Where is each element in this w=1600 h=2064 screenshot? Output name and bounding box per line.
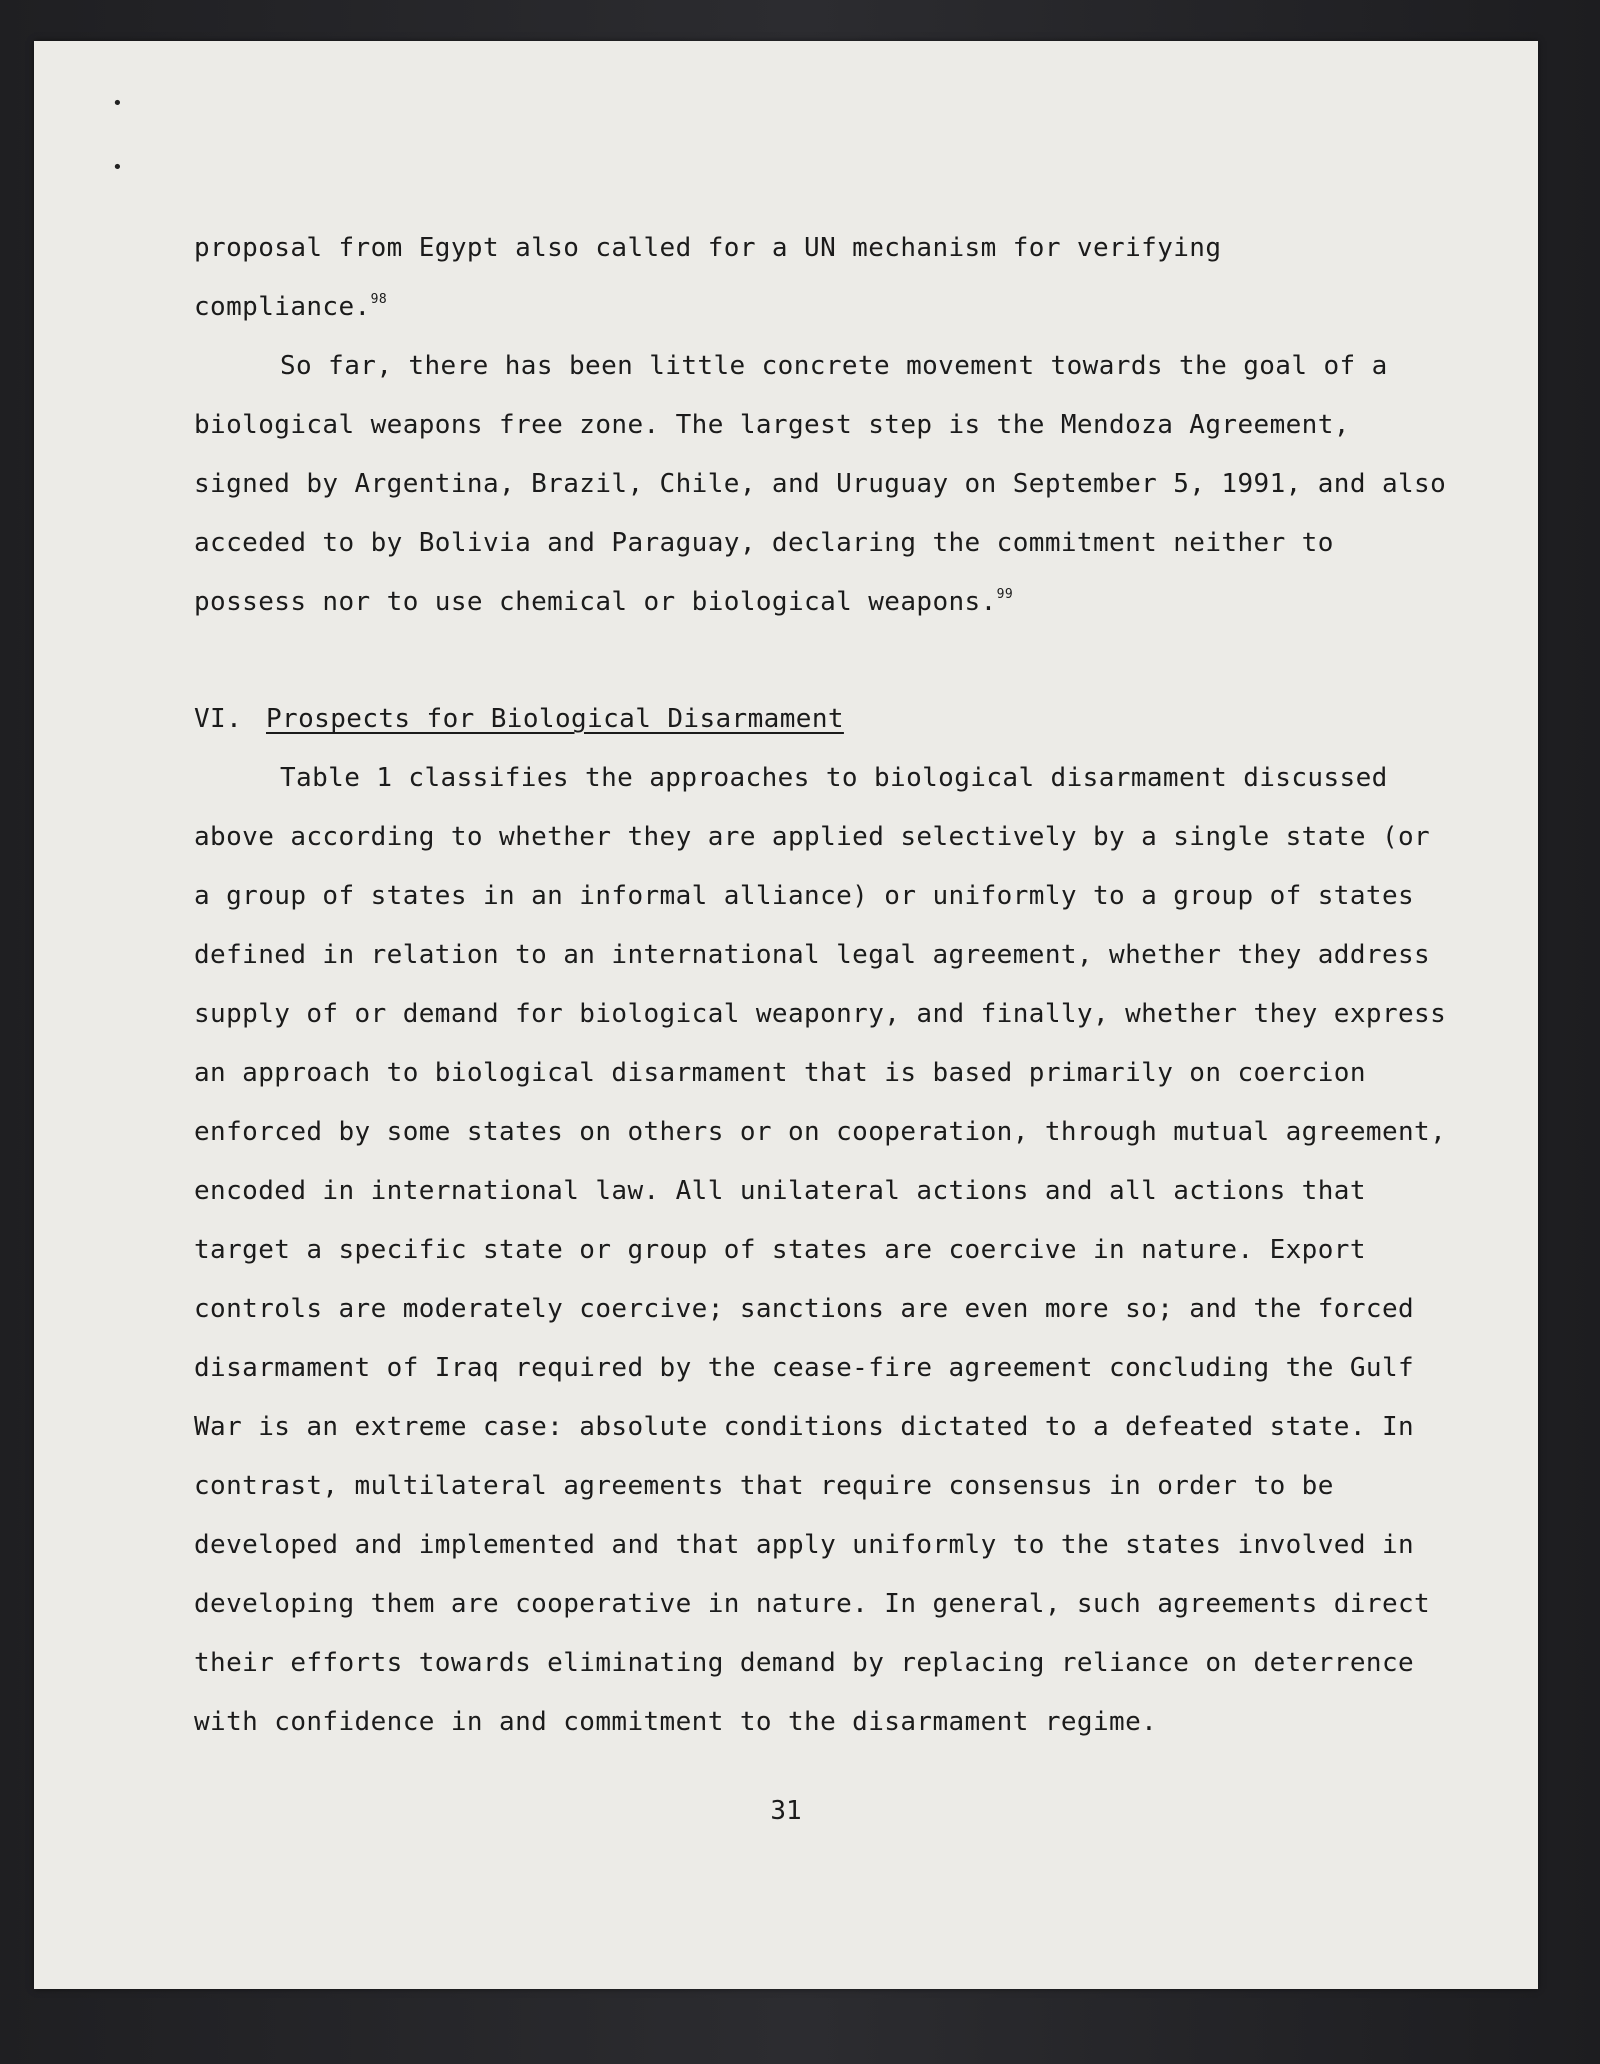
section-title: Prospects for Biological Disarmament	[266, 704, 844, 734]
text-line: contrast, multilateral agreements that require consensus in order to be	[194, 1471, 1334, 1501]
text-line: developing them are cooperative in nature. In general, such agreements direct	[194, 1589, 1431, 1619]
body-text	[194, 219, 1447, 1752]
paragraph-first-line: So far, there has been little concrete movement towards the goal of a	[280, 351, 1388, 381]
margin-speck: •	[112, 93, 123, 114]
footnote-ref-98: 98	[370, 292, 388, 307]
text-line: defined in relation to an international legal agreement, whether they address	[194, 940, 1431, 970]
text-line: supply of or demand for biological weaponry, and finally, whether they express	[194, 999, 1447, 1029]
text-line: signed by Argentina, Brazil, Chile, and Uruguay on September 5, 1991, and also	[194, 469, 1447, 499]
text-line: above according to whether they are applied selectively by a single state (or	[194, 822, 1431, 852]
text-line: with confidence in and commitment to the disarmament regime.	[194, 1707, 1158, 1737]
text-line: biological weapons free zone. The largest step is the Mendoza Agreement,	[194, 410, 1350, 440]
text-line: acceded to by Bolivia and Paraguay, declaring the commitment neither to	[194, 528, 1334, 558]
document-page	[34, 41, 1538, 1989]
text-line: their efforts towards eliminating demand by replacing reliance on deterrence	[194, 1648, 1415, 1678]
text-line: controls are moderately coercive; sanctions are even more so; and the forced	[194, 1294, 1415, 1324]
text-line-content: compliance.	[194, 292, 371, 322]
page-number: 31	[770, 1796, 802, 1826]
text-line: enforced by some states on others or on cooperation, through mutual agreement,	[194, 1117, 1447, 1147]
section-number: VI.	[194, 704, 243, 734]
text-line: disarmament of Iraq required by the cease-fire agreement concluding the Gulf	[194, 1353, 1415, 1383]
text-line: developed and implemented and that apply uniformly to the states involved in	[194, 1530, 1415, 1560]
text-line: War is an extreme case: absolute conditions dictated to a defeated state. In	[194, 1412, 1415, 1442]
text-line: target a specific state or group of states are coercive in nature. Export	[194, 1235, 1366, 1265]
text-line	[194, 278, 1384, 337]
paragraph-first-line: Table 1 classifies the approaches to biological disarmament discussed	[280, 763, 1388, 793]
text-line: a group of states in an informal alliance) or uniformly to a group of states	[194, 881, 1415, 911]
margin-speck: •	[112, 157, 123, 178]
footnote-ref-99: 99	[996, 587, 1014, 602]
text-line: encoded in international law. All unilateral actions and all actions that	[194, 1176, 1366, 1206]
text-line: an approach to biological disarmament that is based primarily on coercion	[194, 1058, 1366, 1088]
text-line: proposal from Egypt also called for a UN mechanism for verifying	[194, 233, 1222, 263]
text-line	[194, 573, 1384, 632]
text-line-content: possess nor to use chemical or biological weapons.	[194, 587, 997, 617]
section-heading	[194, 690, 1384, 749]
